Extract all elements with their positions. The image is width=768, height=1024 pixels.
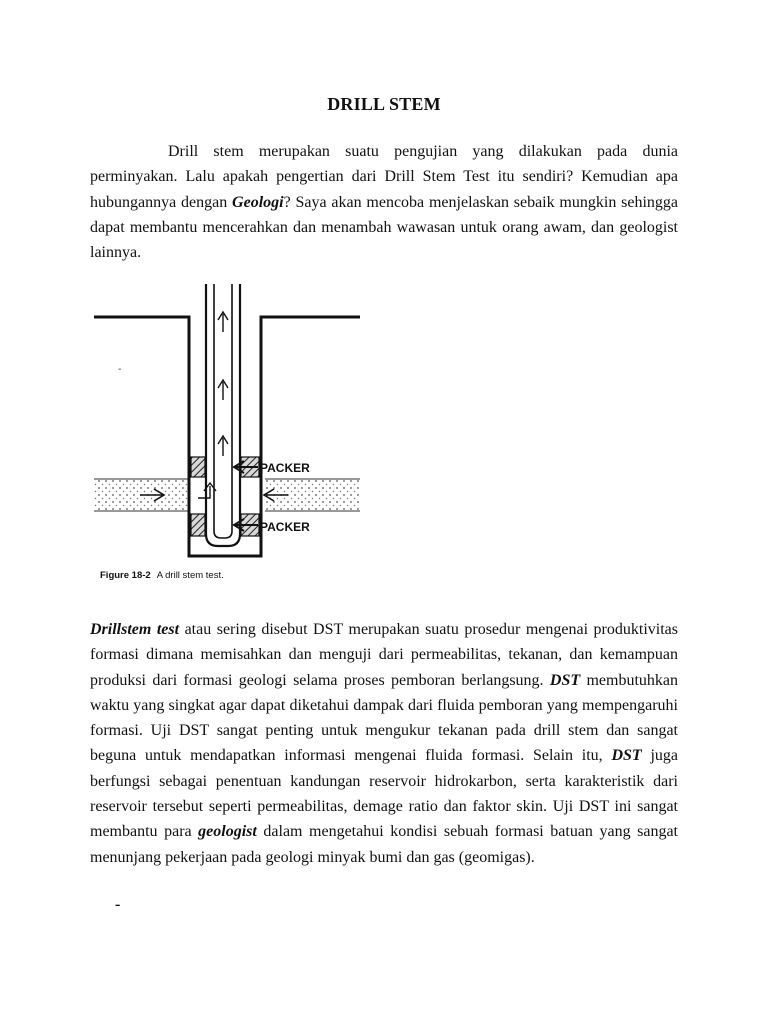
caption-figure-number: Figure 18-2 — [100, 570, 151, 581]
term-geologist: geologist — [198, 823, 257, 841]
document-title: DRILL STEM — [327, 94, 441, 114]
body-text-3: juga berfungsi sebagai penentuan kandungan reservoir hidrokarbon, serta karakteristik dari reservoir tersebut seperti permeabilitas, demage ratio dan faktor skin. Uji DST ini sangat membantu para — [90, 747, 679, 841]
intro-term-geologi: Geologi — [232, 193, 284, 211]
label-packer-top: PACKER — [260, 461, 310, 475]
intro-paragraph — [90, 139, 678, 265]
intro-text-1: Drill stem merupakan suatu pengujian yang dilakukan pada dunia perminyakan. Lalu apakah pengertian dari Drill Stem Test itu sendiri? Kemudian apa hubungannya dengan — [90, 143, 678, 211]
term-dst-1: DST — [549, 671, 581, 689]
borehole-outline — [94, 317, 360, 556]
body-paragraph — [90, 617, 678, 870]
body-text-2: membutuhkan waktu yang singkat agar dapat diketahui dampak dari fluida pemboran yang mempengaruhi formasi. Uji DST sangat penting untuk mengukur tekanan pada drill stem dan sangat beguna untuk mendapatkan informasi mengenai fluida formasi. Selain itu, — [90, 671, 678, 765]
body-text-4: dalam mengetahui kondisi sebuah formasi batuan yang sangat menunjang pekerjaan pada geologi minyak bumi dan gas (geomigas). — [90, 823, 678, 866]
svg-text:Figure 18-2A drill stem te — [100, 570, 224, 581]
drill-stem-diagram — [90, 276, 370, 586]
drill-stem-figure — [90, 276, 370, 586]
flow-arrow-up — [218, 312, 228, 332]
packer-top-left — [191, 457, 205, 477]
svg-text:-: - — [118, 364, 122, 375]
intro-text-2: ? Saya akan mencoba menjelaskan sebaik mungkin sehingga dapat membantu mencerahkan dan menambah wawasan untuk orang awam, dan geologist lainnya. — [90, 193, 679, 262]
caption-text: A drill stem test. — [156, 570, 224, 581]
term-dst-2: DST — [611, 747, 642, 765]
trailing-dash: - — [115, 896, 121, 913]
term-drillstem-test: Drillstem test — [90, 621, 180, 638]
label-packer-bottom: PACKER — [260, 520, 310, 534]
body-text-1: atau sering disebut DST merupakan suatu prosedur mengenai produktivitas formasi dimana memisahkan dan menguji dari permeabilitas, tekanan, dan kemampuan produksi dari formasi geologi selama proses pemboran berlangsung. — [90, 621, 678, 689]
packer-bottom-left — [191, 514, 205, 536]
